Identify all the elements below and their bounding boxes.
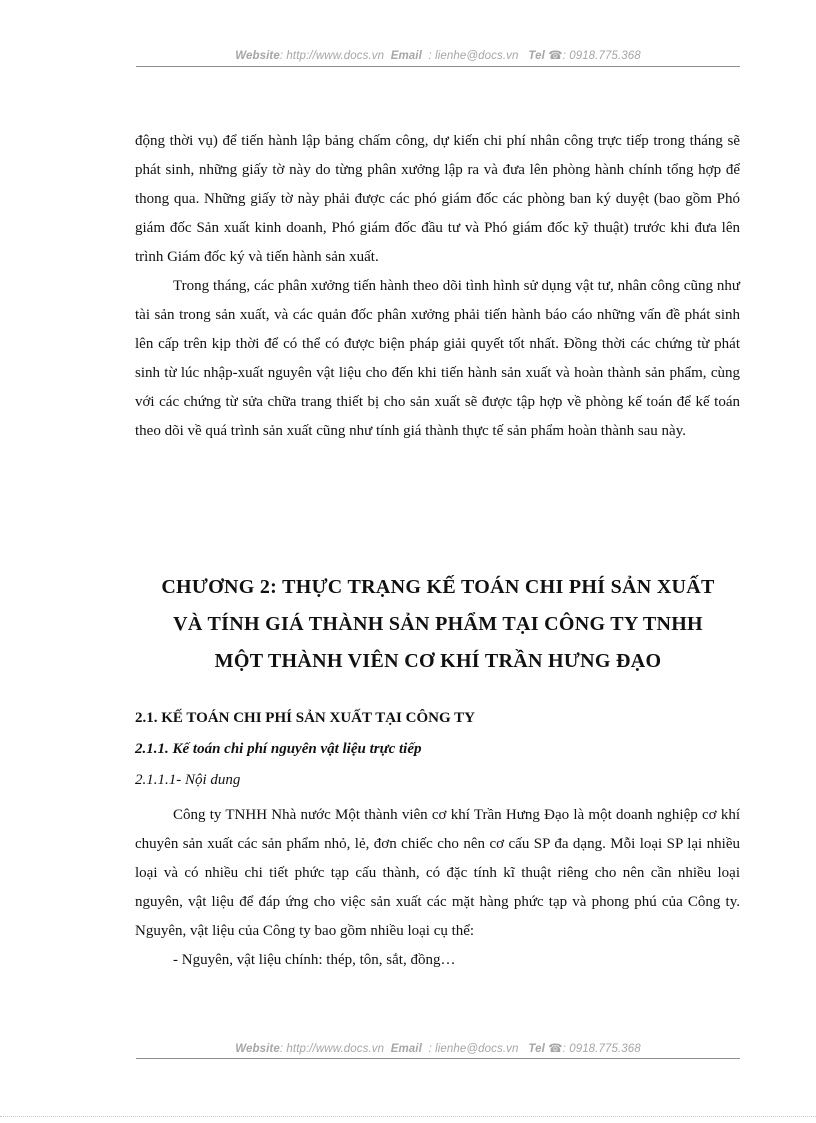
body-section-bottom bbox=[135, 801, 740, 975]
tel-label: Tel bbox=[528, 50, 545, 62]
website-value: : http://www.docs.vn bbox=[279, 50, 385, 62]
section-heading: 2.1. KẾ TOÁN CHI PHÍ SẢN XUẤT TẠI CÔNG TY bbox=[135, 710, 475, 726]
page-header bbox=[136, 48, 740, 62]
paragraph-3: Công ty TNHH Nhà nước Một thành viên cơ khí Trần Hưng Đạo là một doanh nghiệp cơ khí chuyên sản xuất các sản phẩm nhỏ, lẻ, đơn chiếc cho nên cơ cấu SP đa dạng. Mỗi loại SP lại nhiều loại và có nhiều chi tiết phức tạp cấu thành, có đặc tính kĩ thuật riêng cho nên cần nhiều loại nguyên, vật liệu để đáp ứng cho việc sản xuất các mặt hàng phức tạp và phong phú của Công ty. Nguyên, vật liệu của Công ty bao gồm nhiều loại cụ thể: bbox=[135, 807, 740, 939]
footer-website-value: : http://www.docs.vn bbox=[279, 1043, 385, 1055]
list-item: - Nguyên, vật liệu chính: thép, tôn, sắt, đồng… bbox=[173, 952, 456, 968]
phone-icon: ☎ bbox=[548, 50, 563, 62]
paragraph-2: Trong tháng, các phân xưởng tiến hành theo dõi tình hình sử dụng vật tư, nhân công cũng như tài sản trong sản xuất, và các quản đốc phân xưởng phải tiến hành báo cáo những vấn đề phát sinh lên cấp trên kịp thời để có thể có được biện pháp giải quyết tốt nhất. Đồng thời các chứng từ phát sinh từ lúc nhập-xuất nguyên vật liệu cho đến khi tiến hành sản xuất và hoàn thành sản phẩm, cùng với các chứng từ sửa chữa trang thiết bị cho sản xuất sẽ được tập hợp về phòng kế toán để kế toán theo dõi về quá trình sản xuất cũng như tính giá thành thực tế sản phẩm hoàn thành sau này. bbox=[135, 278, 740, 439]
page-break bbox=[0, 1116, 816, 1117]
body-section-top bbox=[135, 127, 740, 446]
footer-divider bbox=[136, 1058, 740, 1059]
chapter-title-line-2: VÀ TÍNH GIÁ THÀNH SẢN PHẨM TẠI CÔNG TY TNHH bbox=[173, 613, 703, 635]
header-divider bbox=[136, 66, 740, 67]
phone-icon: ☎ bbox=[548, 1043, 563, 1055]
tel-value: : 0918.775.368 bbox=[562, 50, 641, 62]
footer-email-value: : lienhe@docs.vn bbox=[428, 1043, 519, 1055]
email-label: Email bbox=[390, 50, 422, 62]
subsubsection-heading: 2.1.1.1- Nội dung bbox=[135, 772, 241, 788]
chapter-title-line-1: CHƯƠNG 2: THỰC TRẠNG KẾ TOÁN CHI PHÍ SẢN XUẤT bbox=[161, 576, 715, 598]
paragraph-1: động thời vụ) để tiến hành lập bảng chấm công, dự kiến chi phí nhân công trực tiếp trong tháng sẽ phát sinh, những giấy tờ này do từng phân xưởng lập ra và đưa lên phòng hành chính tổng hợp để thong qua. Những giấy tờ này phải được các phó giám đốc các phòng ban ký duyệt (bao gồm Phó giám đốc Sản xuất kinh doanh, Phó giám đốc đầu tư và Phó giám đốc kỹ thuật) trước khi đưa lên trình Giám đốc ký và tiến hành sản xuất. bbox=[135, 133, 740, 265]
footer-email-label: Email bbox=[390, 1043, 422, 1055]
website-label: Website bbox=[235, 50, 280, 62]
subsection-heading: 2.1.1. Kế toán chi phí nguyên vật liệu trực tiếp bbox=[135, 741, 422, 757]
page-footer bbox=[136, 1041, 740, 1055]
chapter-title-line-3: MỘT THÀNH VIÊN CƠ KHÍ TRẦN HƯNG ĐẠO bbox=[214, 650, 662, 672]
footer-tel-value: : 0918.775.368 bbox=[562, 1043, 641, 1055]
email-value: : lienhe@docs.vn bbox=[428, 50, 519, 62]
footer-tel-label: Tel bbox=[528, 1043, 545, 1055]
footer-website-label: Website bbox=[235, 1043, 280, 1055]
chapter-title bbox=[120, 569, 756, 680]
